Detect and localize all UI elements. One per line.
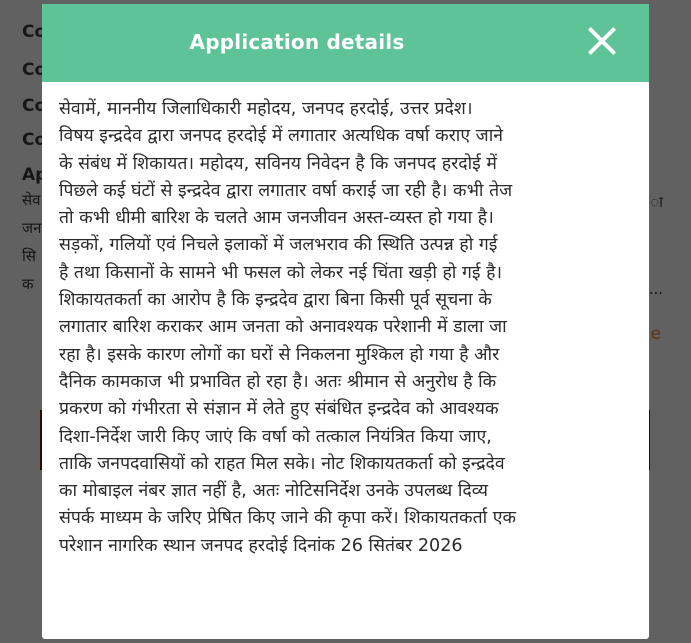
application-text-line: विषय इन्द्रदेव द्वारा जनपद हरदोई में लगातार अत्यधिक वर्षा कराए जाने	[59, 126, 504, 147]
application-text-line: दिशा-निर्देश जारी किए जाएं कि वर्षा को तत्काल नियंत्रित किया जाए,	[59, 426, 492, 447]
application-text-line: ताकि जनपदवासियों को राहत मिल सके। नोट शिकायतकर्ता को इन्द्रदेव	[59, 453, 505, 474]
close-icon[interactable]	[587, 26, 617, 56]
application-text-line: दैनिक कामकाज भी प्रभावित हो रहा है। अतः श्रीमान से अनुरोध है कि	[59, 371, 497, 392]
modal-header	[42, 4, 649, 82]
application-text-line: परेशान नागरिक स्थान जनपद हरदोई दिनांक 26 सितंबर 2026	[59, 535, 463, 556]
application-text-line: तो कभी धीमी बारिश के चलते आम जनजीवन अस्त-व्यस्त हो गया है।	[59, 208, 494, 229]
application-text-line: संपर्क माध्यम के जरिए प्रेषित किए जाने की कृपा करें। शिकायतकर्ता एक	[59, 508, 516, 529]
application-text-line: है तथा किसानों के सामने भी फसल को लेकर नई चिंता खड़ी हो गई है।	[59, 262, 503, 283]
application-text	[42, 82, 649, 560]
application-text-line: का मोबाइल नंबर ज्ञात नहीं है, अतः नोटिसनिर्देश उनके उपलब्ध दिव्य	[59, 481, 488, 502]
application-text-line: पिछले कई घंटों से इन्द्रदेव द्वारा लगातार वर्षा कराई जा रही है। कभी तेज	[59, 180, 513, 201]
application-text-line: के संबंध में शिकायत। महोदय, सविनय निवेदन है कि जनपद हरदोई में	[59, 153, 497, 174]
application-text-line: लगातार बारिश कराकर आम जनता को अनावश्यक परेशानी में डाला जा	[59, 317, 507, 338]
application-text-line: शिकायतकर्ता का आरोप है कि इन्द्रदेव द्वारा बिना किसी पूर्व सूचना के	[59, 290, 492, 311]
modal-title: Application details	[189, 30, 405, 54]
application-text-line: रहा है। इसके कारण लोगों का घरों से निकलना मुश्किल हो गया है और	[59, 344, 500, 365]
application-text-line: सड़कों, गलियों एवं निचले इलाकों में जलभराव की स्थिति उत्पन्न हो गई	[59, 235, 498, 256]
application-text-line: प्रकरण को गंभीरता से संज्ञान में लेते हुए संबंधित इन्द्रदेव को आवश्यक	[59, 399, 499, 420]
application-text-line: सेवामें, माननीय जिलाधिकारी महोदय, जनपद हरदोई, उत्तर प्रदेश।	[59, 99, 473, 119]
application-details-modal	[42, 4, 649, 639]
